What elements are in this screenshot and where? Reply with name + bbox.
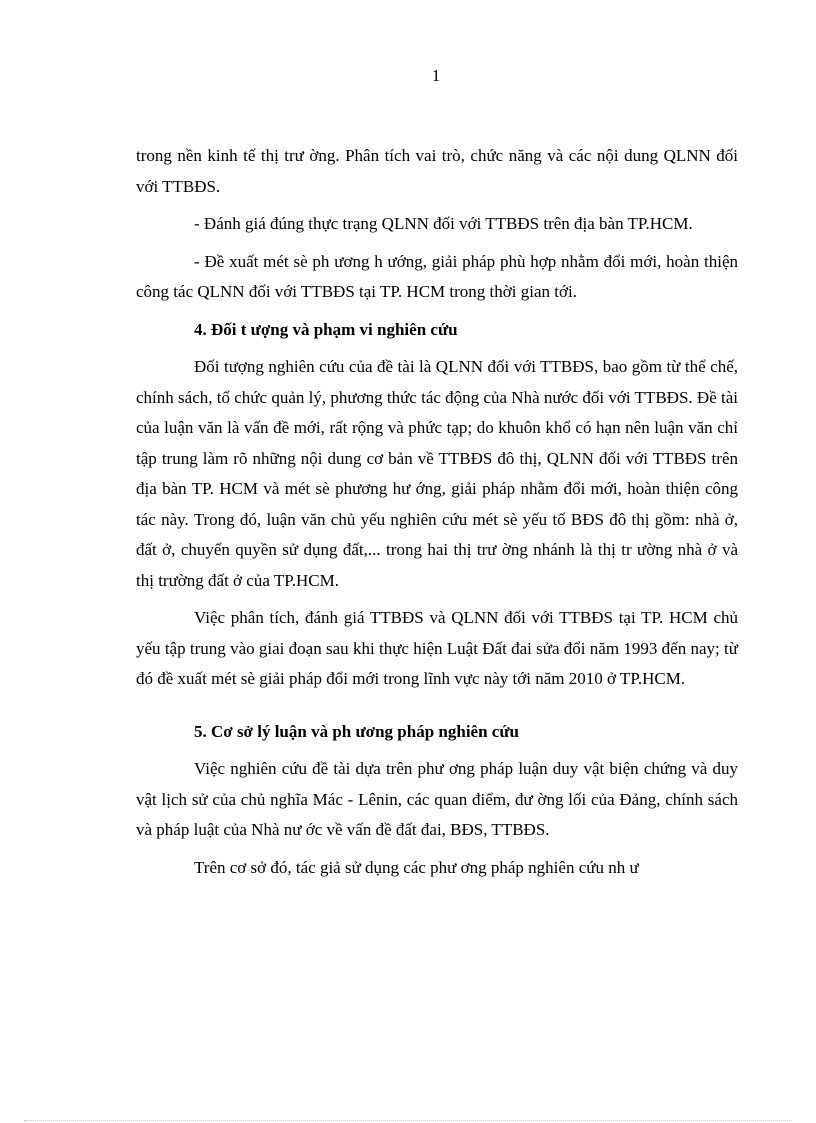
- paragraph-methods-intro: Trên cơ sở đó, tác giả sử dụng các phư ơng pháp nghiên cứu nh ư: [194, 857, 639, 877]
- document-body: [136, 141, 738, 890]
- page-number: 1: [431, 66, 441, 85]
- paragraph-objective-assess: - Đánh giá đúng thực trạng QLNN đối với TTBĐS trên địa bàn TP.HCM.: [194, 214, 693, 233]
- section-heading-5: 5. Cơ sở lý luận và ph ương pháp nghiên cứu: [194, 721, 520, 741]
- paragraph-methodology: Việc nghiên cứu đề tài dựa trên phư ơng pháp luận duy vật biện chứng và duy vật lịch sử của chủ nghĩa Mác - Lênin, các quan điểm, đư ờng lối của Đảng, chính sách và pháp luật của Nhà nư ớc về vấn đề đất đai, BĐS, TTBĐS.: [136, 759, 738, 839]
- section-heading-4: 4. Đối t ượng và phạm vi nghiên cứu: [194, 319, 458, 339]
- paragraph-continuation: trong nền kinh tế thị trư ờng. Phân tích vai trò, chức năng và các nội dung QLNN đối với TTBĐS.: [136, 146, 738, 196]
- paragraph-objective-propose: - Đề xuất mét sè ph ương h ướng, giải pháp phù hợp nhằm đổi mới, hoàn thiện công tác QLNN đối với TTBĐS tại TP. HCM trong thời gian tới.: [136, 251, 738, 301]
- paragraph-research-object: Đối tượng nghiên cứu của đề tài là QLNN đối với TTBĐS, bao gồm từ thể chế, chính sách, tổ chức quản lý, phương thức tác động của Nhà nước đối với TTBĐS. Đề tài của luận văn là vấn đề mới, rất rộng và phức tạp; do khuôn khổ có hạn nên luận văn chỉ tập trung làm rõ những nội dung cơ bản về TTBĐS đô thị, QLNN đối với TTBĐS trên địa bàn TP. HCM và mét sè phương hư ớng, giải pháp nhằm đổi mới, hoàn thiện công tác này. Trong đó, luận văn chủ yếu nghiên cứu mét sè yếu tố BĐS đô thị gồm: nhà ở, đất ở, chuyển quyền sử dụng đất,... trong hai thị trư ờng nhánh là thị tr ường nhà ở và thị trường đất ở của TP.HCM.: [136, 357, 738, 590]
- page-bottom-divider: [24, 1120, 792, 1121]
- paragraph-research-scope: Việc phân tích, đánh giá TTBĐS và QLNN đối với TTBĐS tại TP. HCM chủ yếu tập trung vào giai đoạn sau khi thực hiện Luật Đất đai sửa đổi năm 1993 đến nay; từ đó đề xuất mét sè giải pháp đổi mới trong lĩnh vực này tới năm 2010 ở TP.HCM.: [136, 608, 738, 688]
